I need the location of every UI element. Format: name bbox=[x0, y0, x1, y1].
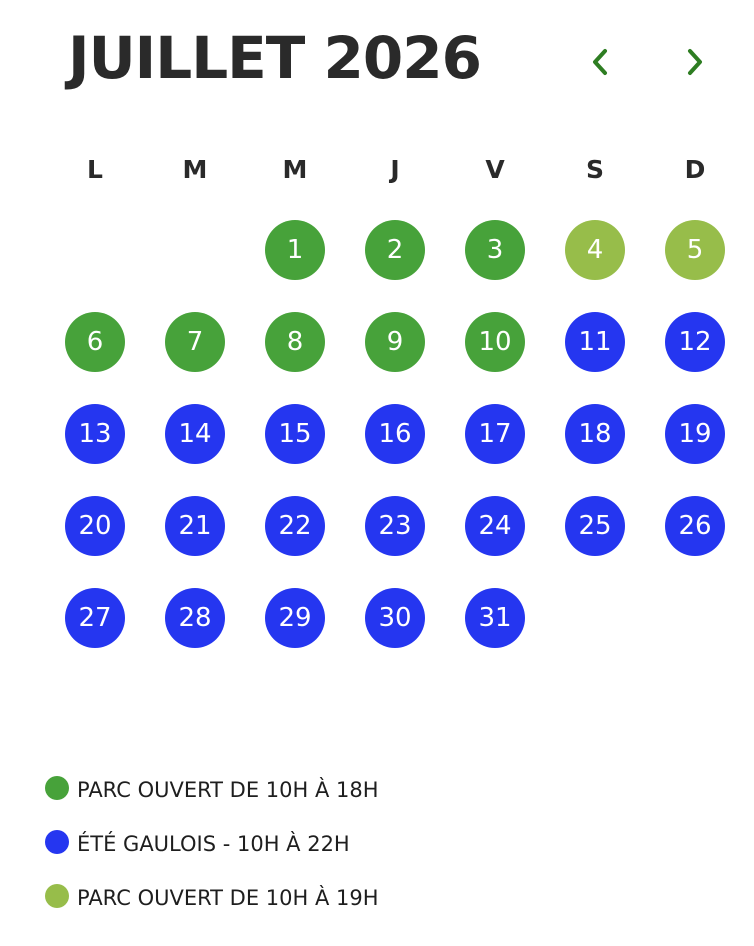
day-cell[interactable]: 26 bbox=[665, 496, 725, 556]
day-cell[interactable]: 30 bbox=[365, 588, 425, 648]
day-cell[interactable]: 19 bbox=[665, 404, 725, 464]
weekday-label: J bbox=[390, 155, 400, 184]
chevron-right-icon bbox=[675, 42, 715, 82]
weekday-label: V bbox=[485, 155, 505, 184]
weekday-label: L bbox=[87, 155, 103, 184]
day-cell[interactable]: 27 bbox=[65, 588, 125, 648]
month-title: JUILLET 2026 bbox=[68, 24, 481, 92]
day-cell[interactable]: 16 bbox=[365, 404, 425, 464]
day-cell[interactable]: 9 bbox=[365, 312, 425, 372]
day-cell[interactable]: 24 bbox=[465, 496, 525, 556]
day-cell[interactable]: 2 bbox=[365, 220, 425, 280]
legend-label: ÉTÉ GAULOIS - 10H À 22H bbox=[77, 832, 350, 856]
day-cell[interactable]: 8 bbox=[265, 312, 325, 372]
day-cell[interactable]: 21 bbox=[165, 496, 225, 556]
day-cell[interactable]: 7 bbox=[165, 312, 225, 372]
weekday-label: S bbox=[585, 155, 604, 184]
day-cell[interactable]: 13 bbox=[65, 404, 125, 464]
day-cell[interactable]: 10 bbox=[465, 312, 525, 372]
day-cell[interactable]: 14 bbox=[165, 404, 225, 464]
day-cell[interactable]: 23 bbox=[365, 496, 425, 556]
day-cell[interactable]: 5 bbox=[665, 220, 725, 280]
day-cell[interactable]: 12 bbox=[665, 312, 725, 372]
day-cell[interactable]: 17 bbox=[465, 404, 525, 464]
legend-label: PARC OUVERT DE 10H À 19H bbox=[77, 886, 379, 910]
chevron-left-icon bbox=[580, 42, 620, 82]
legend-dot-icon bbox=[45, 830, 69, 854]
day-cell[interactable]: 29 bbox=[265, 588, 325, 648]
weekday-label: M bbox=[182, 155, 208, 184]
day-cell[interactable]: 25 bbox=[565, 496, 625, 556]
day-cell[interactable]: 11 bbox=[565, 312, 625, 372]
next-month-button[interactable] bbox=[675, 42, 715, 82]
legend-dot-icon bbox=[45, 776, 69, 800]
day-cell[interactable]: 20 bbox=[65, 496, 125, 556]
day-cell[interactable]: 1 bbox=[265, 220, 325, 280]
day-cell[interactable]: 18 bbox=[565, 404, 625, 464]
weekday-label: D bbox=[684, 155, 706, 184]
day-cell[interactable]: 4 bbox=[565, 220, 625, 280]
day-cell[interactable]: 28 bbox=[165, 588, 225, 648]
day-cell[interactable]: 15 bbox=[265, 404, 325, 464]
day-cell[interactable]: 31 bbox=[465, 588, 525, 648]
day-cell[interactable]: 3 bbox=[465, 220, 525, 280]
day-cell[interactable]: 6 bbox=[65, 312, 125, 372]
legend-dot-icon bbox=[45, 884, 69, 908]
legend-label: PARC OUVERT DE 10H À 18H bbox=[77, 778, 379, 802]
weekday-label: M bbox=[282, 155, 308, 184]
prev-month-button[interactable] bbox=[580, 42, 620, 82]
day-cell[interactable]: 22 bbox=[265, 496, 325, 556]
